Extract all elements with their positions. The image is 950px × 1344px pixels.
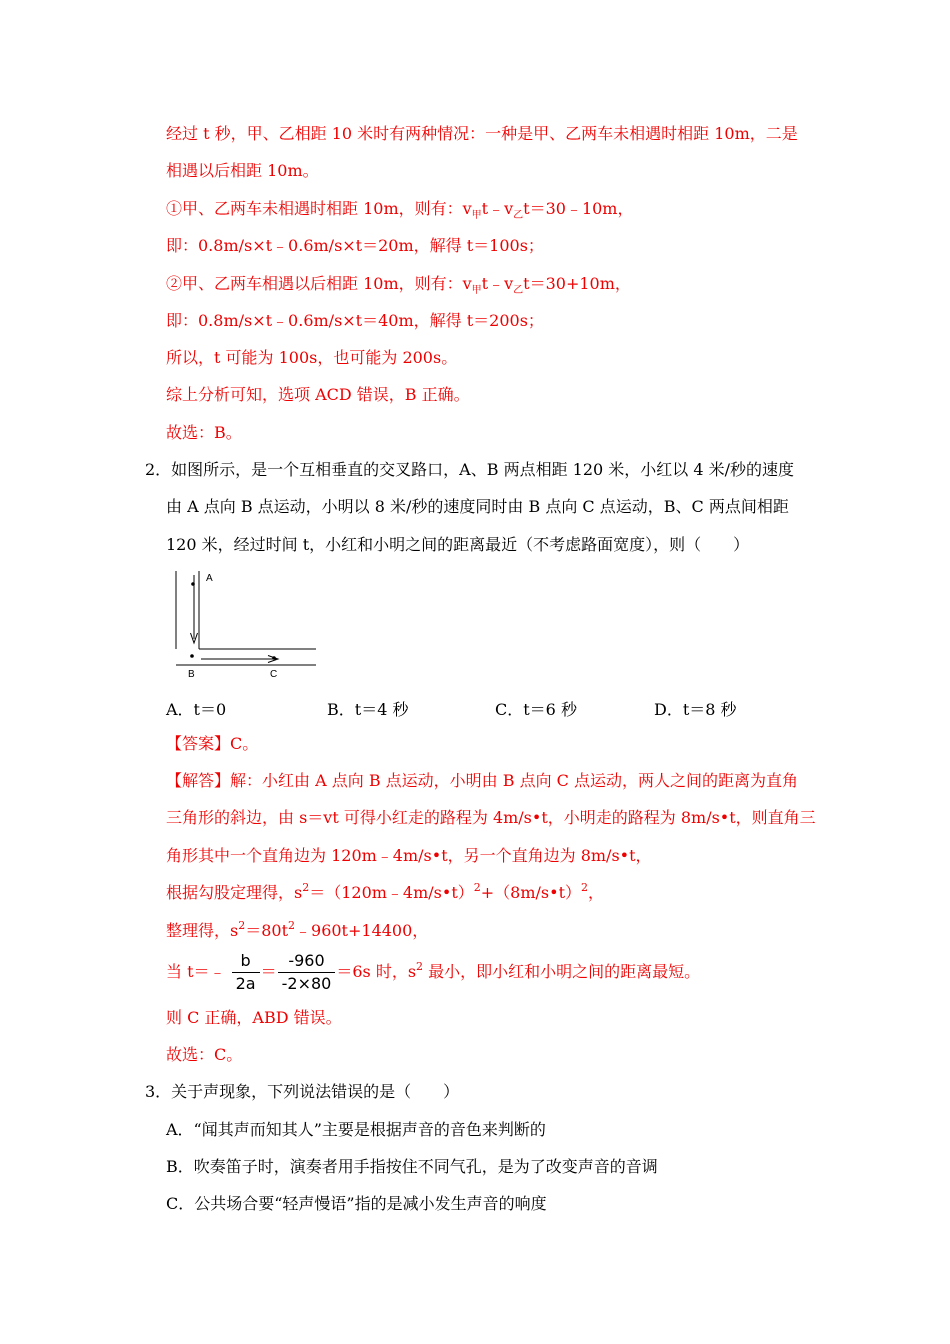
text-segment: ＝（120m﹣4m/s•t） bbox=[309, 883, 474, 902]
analysis-line: 则 C 正确，ABD 错误。 bbox=[166, 1008, 342, 1027]
text-segment: ②甲、乙两车相遇以后相距 10m，则有：v bbox=[166, 274, 472, 293]
subscript: 甲 bbox=[471, 285, 482, 296]
label-c: C bbox=[270, 669, 278, 680]
analysis-conclusion: 故选：C。 bbox=[166, 1045, 243, 1064]
option-c[interactable]: C．t＝6 秒 bbox=[495, 700, 577, 719]
question-2-stem: 2．如图所示，是一个互相垂直的交叉路口，A、B 两点相距 120 米，小红以 4 米/秒的速度 bbox=[145, 460, 795, 479]
analysis-pythagoras bbox=[166, 883, 604, 905]
fraction-denominator: -2×80 bbox=[281, 974, 332, 993]
solution-line: 相遇以后相距 10m。 bbox=[166, 161, 319, 180]
solution-line: 综上分析可知，选项 ACD 错误，B 正确。 bbox=[166, 385, 470, 404]
point-b bbox=[190, 654, 194, 658]
text-segment: ﹣960t+14400， bbox=[295, 921, 429, 940]
fraction-numerator: b bbox=[232, 951, 260, 973]
label-a: A bbox=[206, 573, 213, 584]
superscript: 2 bbox=[416, 960, 424, 973]
option-d[interactable]: D．t＝8 秒 bbox=[654, 700, 737, 719]
point-c bbox=[272, 656, 276, 660]
text-segment: ①甲、乙两车未相遇时相距 10m，则有：v bbox=[166, 199, 472, 218]
superscript: 2 bbox=[238, 919, 246, 932]
question-3-stem: 3．关于声现象，下列说法错误的是（ ） bbox=[145, 1082, 460, 1101]
text-segment: 根据勾股定理得，s bbox=[166, 883, 303, 902]
answer-line: 【答案】C。 bbox=[166, 734, 259, 753]
text-segment: t﹣v bbox=[481, 199, 514, 218]
text-segment: ＝ bbox=[260, 962, 277, 981]
question-2-stem: 120 米，经过时间 t，小红和小明之间的距离最近（不考虑路面宽度），则（ ） bbox=[166, 535, 750, 554]
subscript: 乙 bbox=[513, 210, 524, 221]
solution-line: 即：0.8m/s×t﹣0.6m/s×t＝20m，解得 t＝100s； bbox=[166, 236, 544, 255]
text-segment: 整理得，s bbox=[166, 921, 239, 940]
fraction-value bbox=[278, 951, 336, 994]
analysis-line: 【解答】解：小红由 A 点向 B 点运动，小明由 B 点向 C 点运动，两人之间的距离为直角 bbox=[166, 771, 799, 790]
solution-line: 经过 t 秒，甲、乙相距 10 米时有两种情况：一种是甲、乙两车未相遇时相距 10m，二是 bbox=[166, 124, 798, 143]
text-segment: t＝30﹣10m， bbox=[523, 199, 634, 218]
solution-conclusion: 故选：B。 bbox=[166, 423, 242, 442]
solution-case-2 bbox=[166, 274, 631, 297]
analysis-vertex-formula bbox=[166, 950, 700, 996]
label-b: B bbox=[188, 669, 195, 680]
superscript: 2 bbox=[302, 881, 310, 894]
option-a[interactable]: A．t＝0 bbox=[166, 700, 227, 719]
text-segment: ＝6s 时，s bbox=[336, 962, 417, 981]
text-segment: t＝30+10m， bbox=[523, 274, 631, 293]
question-3-option-a[interactable]: A．“闻其声而知其人”主要是根据声音的音色来判断的 bbox=[166, 1120, 546, 1139]
solution-line: 所以，t 可能为 100s，也可能为 200s。 bbox=[166, 348, 458, 367]
crossroads-diagram bbox=[166, 567, 321, 685]
analysis-simplified bbox=[166, 921, 428, 943]
solution-case-1 bbox=[166, 199, 633, 222]
question-3-option-c[interactable]: C．公共场合要“轻声慢语”指的是减小发生声音的响度 bbox=[166, 1194, 547, 1213]
subscript: 甲 bbox=[471, 210, 482, 221]
analysis-line: 角形其中一个直角边为 120m﹣4m/s•t，另一个直角边为 8m/s•t， bbox=[166, 846, 652, 865]
text-segment: ＝80t bbox=[245, 921, 289, 940]
superscript: 2 bbox=[581, 881, 588, 894]
text-segment: 当 t＝﹣ bbox=[166, 962, 226, 981]
analysis-line: 三角形的斜边，由 s＝vt 可得小红走的路程为 4m/s•t，小明走的路程为 8m/s•t，则直角三 bbox=[166, 808, 816, 827]
fraction-b-over-2a bbox=[232, 951, 260, 994]
superscript: 2 bbox=[473, 881, 481, 894]
text-segment: t﹣v bbox=[481, 274, 514, 293]
superscript: 2 bbox=[288, 919, 296, 932]
solution-line: 即：0.8m/s×t﹣0.6m/s×t＝40m，解得 t＝200s； bbox=[166, 311, 544, 330]
question-3-option-b[interactable]: B．吹奏笛子时，演奏者用手指按住不同气孔，是为了改变声音的音调 bbox=[166, 1157, 658, 1176]
option-b[interactable]: B．t＝4 秒 bbox=[327, 700, 409, 719]
fraction-denominator: 2a bbox=[235, 974, 256, 993]
text-segment: +（8m/s•t） bbox=[480, 883, 581, 902]
question-2-stem: 由 A 点向 B 点运动，小明以 8 米/秒的速度同时由 B 点向 C 点运动，B、C 两点间相距 bbox=[166, 497, 789, 516]
subscript: 乙 bbox=[513, 285, 524, 296]
text-segment: 最小，即小红和小明之间的距离最短。 bbox=[423, 962, 701, 981]
text-segment: ， bbox=[588, 883, 605, 902]
fraction-numerator: -960 bbox=[278, 951, 336, 973]
